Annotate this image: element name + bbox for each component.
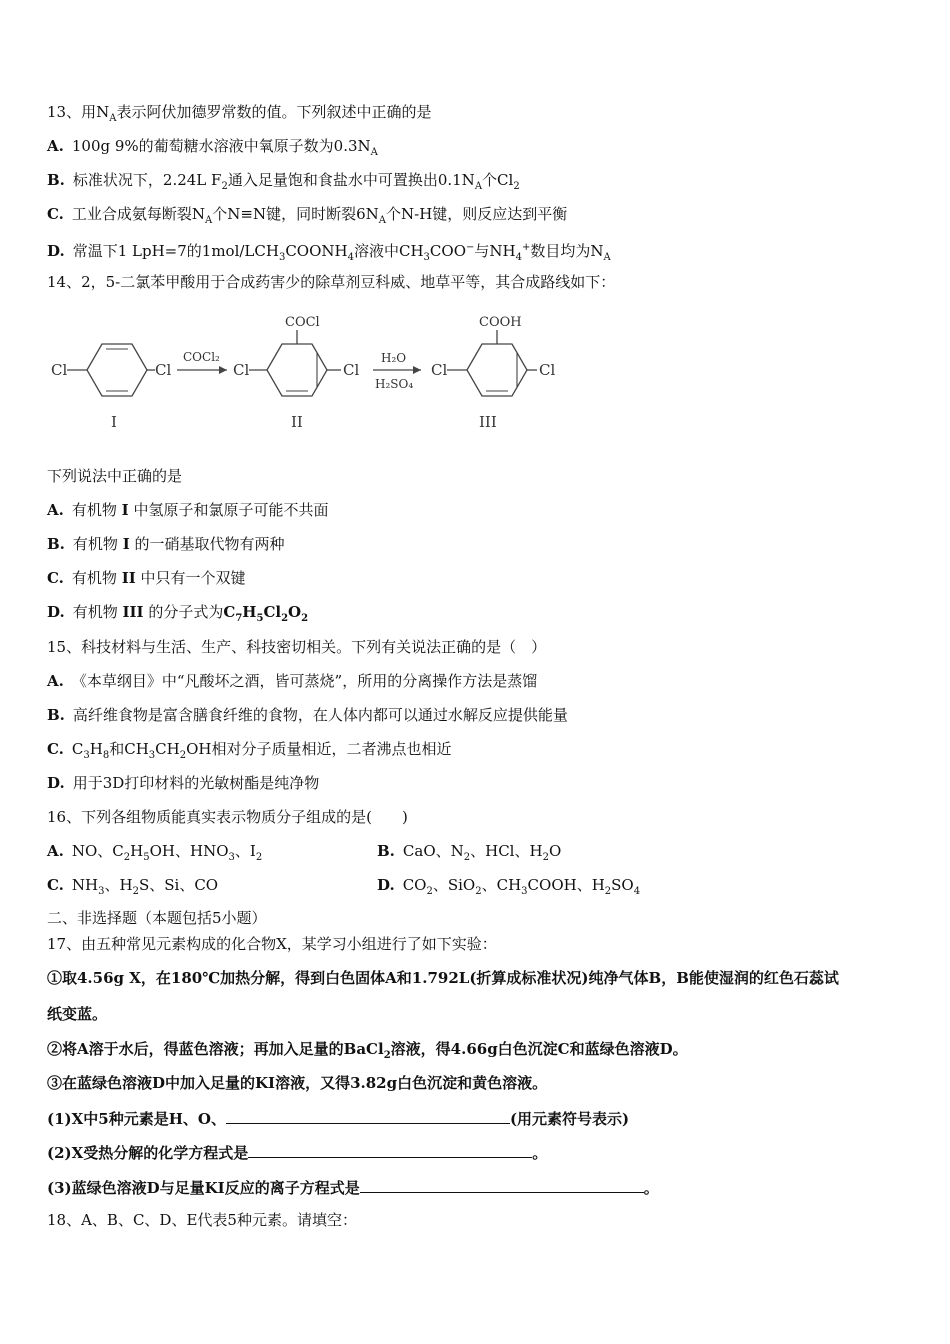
q17-part-3: (3)蓝绿色溶液D与足量KI反应的离子方程式是 。 (47, 1176, 659, 1198)
q16-option-a: A. NO、$C_2H_5OH$、$HNO_3$、$I_2$ (47, 842, 263, 863)
q14-stem: 14、2，5-二氯苯甲酸用于合成药害少的除草剂豆科威、地草平等，其合成路线如下： (47, 273, 616, 291)
svg-text:Cl: Cl (431, 361, 448, 379)
q13-option-a: A. 100g 9%的葡萄糖水溶液中氧原子数为$0.3N_A$ (47, 137, 378, 158)
synthesis-scheme (47, 308, 587, 436)
q14-option-d: D. 有机物 III 的分子式为$C_7H_5Cl_2O_2$ (47, 603, 309, 624)
q16-stem: 16、下列各组物质能真实表示物质分子组成的是( ) (47, 808, 408, 826)
q14-option-a: A. 有机物 I 中氢原子和氯原子可能不共面 (47, 501, 329, 519)
svg-text:COOH: COOH (479, 315, 522, 330)
q14-option-c: C. 有机物 II 中只有一个双键 (47, 569, 246, 587)
svg-text:Cl: Cl (539, 361, 556, 379)
q17-part-1: (1)X中5种元素是H、O、 (用元素符号表示) (47, 1107, 629, 1129)
q17-part-2: (2)X受热分解的化学方程式是 。 (47, 1141, 547, 1163)
q18-stem: 18、A、B、C、D、E代表5种元素。请填空： (47, 1211, 357, 1229)
svg-text:Cl: Cl (155, 361, 172, 379)
svg-text:COCl: COCl (285, 315, 320, 330)
svg-text:Cl: Cl (233, 361, 250, 379)
reaction-arrow-2 (373, 351, 421, 391)
svg-text:III: III (479, 413, 497, 431)
q15-option-b: B. 高纤维食物是富含膳食纤维的食物，在人体内都可以通过水解反应提供能量 (47, 706, 568, 724)
svg-text:COCl₂: COCl₂ (183, 350, 220, 364)
reaction-arrow-1 (177, 350, 227, 374)
q13-option-c: C. 工业合成氨每断裂$N_A$个N≡N键，同时断裂$6N_A$个N-H键，则反应达到平衡 (47, 205, 568, 226)
section-heading: 二、非选择题（本题包括5小题） (47, 909, 267, 927)
q17-step-3: ③在蓝绿色溶液D中加入足量的KI溶液，又得3.82g白色沉淀和黄色溶液。 (47, 1074, 548, 1092)
compound-3 (431, 315, 555, 431)
svg-text:H₂SO₄: H₂SO₄ (375, 377, 414, 391)
q15-option-d: D. 用于3D打印材料的光敏树酯是纯净物 (47, 774, 320, 792)
q14-prompt: 下列说法中正确的是 (47, 467, 183, 485)
q16-option-b: B. CaO、$N_2$、HCl、$H_2O$ (377, 842, 562, 863)
svg-text:II: II (291, 413, 303, 431)
q17-step-1-cont: 纸变蓝。 (47, 1005, 108, 1023)
q16-option-c: C. $NH_3$、$H_2S$、Si、CO (47, 876, 219, 897)
q17-step-2: ②将A溶于水后，得蓝色溶液；再加入足量的BaCl$_2$溶液，得4.66g白色沉淀C和蓝绿色溶液D。 (47, 1040, 688, 1061)
svg-text:Cl: Cl (343, 361, 360, 379)
answer-blank-2[interactable] (248, 1141, 532, 1158)
svg-text:I: I (111, 413, 117, 431)
q13-option-b: B. 标准状况下，2.24L $F_2$通入足量饱和食盐水中可置换出$0.1N_A$个$Cl_2$ (47, 171, 520, 192)
compound-1 (51, 344, 171, 431)
compound-2 (233, 315, 359, 431)
svg-text:H₂O: H₂O (381, 351, 407, 365)
q15-option-a: A. 《本草纲目》中“凡酸坏之酒，皆可蒸烧”，所用的分离操作方法是蒸馏 (47, 672, 538, 690)
svg-text:Cl: Cl (51, 361, 68, 379)
q16-option-d: D. $CO_2$、SiO$_2$、$CH_3COOH$、$H_2SO_4$ (377, 876, 641, 897)
q15-stem: 15、科技材料与生活、生产、科技密切相关。下列有关说法正确的是（ ） (47, 638, 547, 656)
q13-stem: 13、用$N_A$表示阿伏加德罗常数的值。下列叙述中正确的是 (47, 103, 432, 124)
q13-option-d: D. 常温下1 LpH=7的$1mol/LCH_3COONH_4$溶液中$CH_3COO^-$与$NH_4^+$数目均为$N_A$ (47, 242, 611, 263)
answer-blank-3[interactable] (360, 1176, 644, 1193)
q14-option-b: B. 有机物 I 的一硝基取代物有两种 (47, 535, 285, 553)
q17-stem: 17、由五种常见元素构成的化合物X，某学习小组进行了如下实验： (47, 935, 497, 953)
q17-step-1: ①取4.56g X，在180℃加热分解，得到白色固体A和1.792L(折算成标准状况)纯净气体B，B能使湿润的红色石蕊试 (47, 969, 839, 987)
q15-option-c: C. $C_3H_8$和$CH_3CH_2OH$相对分子质量相近，二者沸点也相近 (47, 740, 452, 761)
answer-blank-1[interactable] (226, 1107, 510, 1124)
